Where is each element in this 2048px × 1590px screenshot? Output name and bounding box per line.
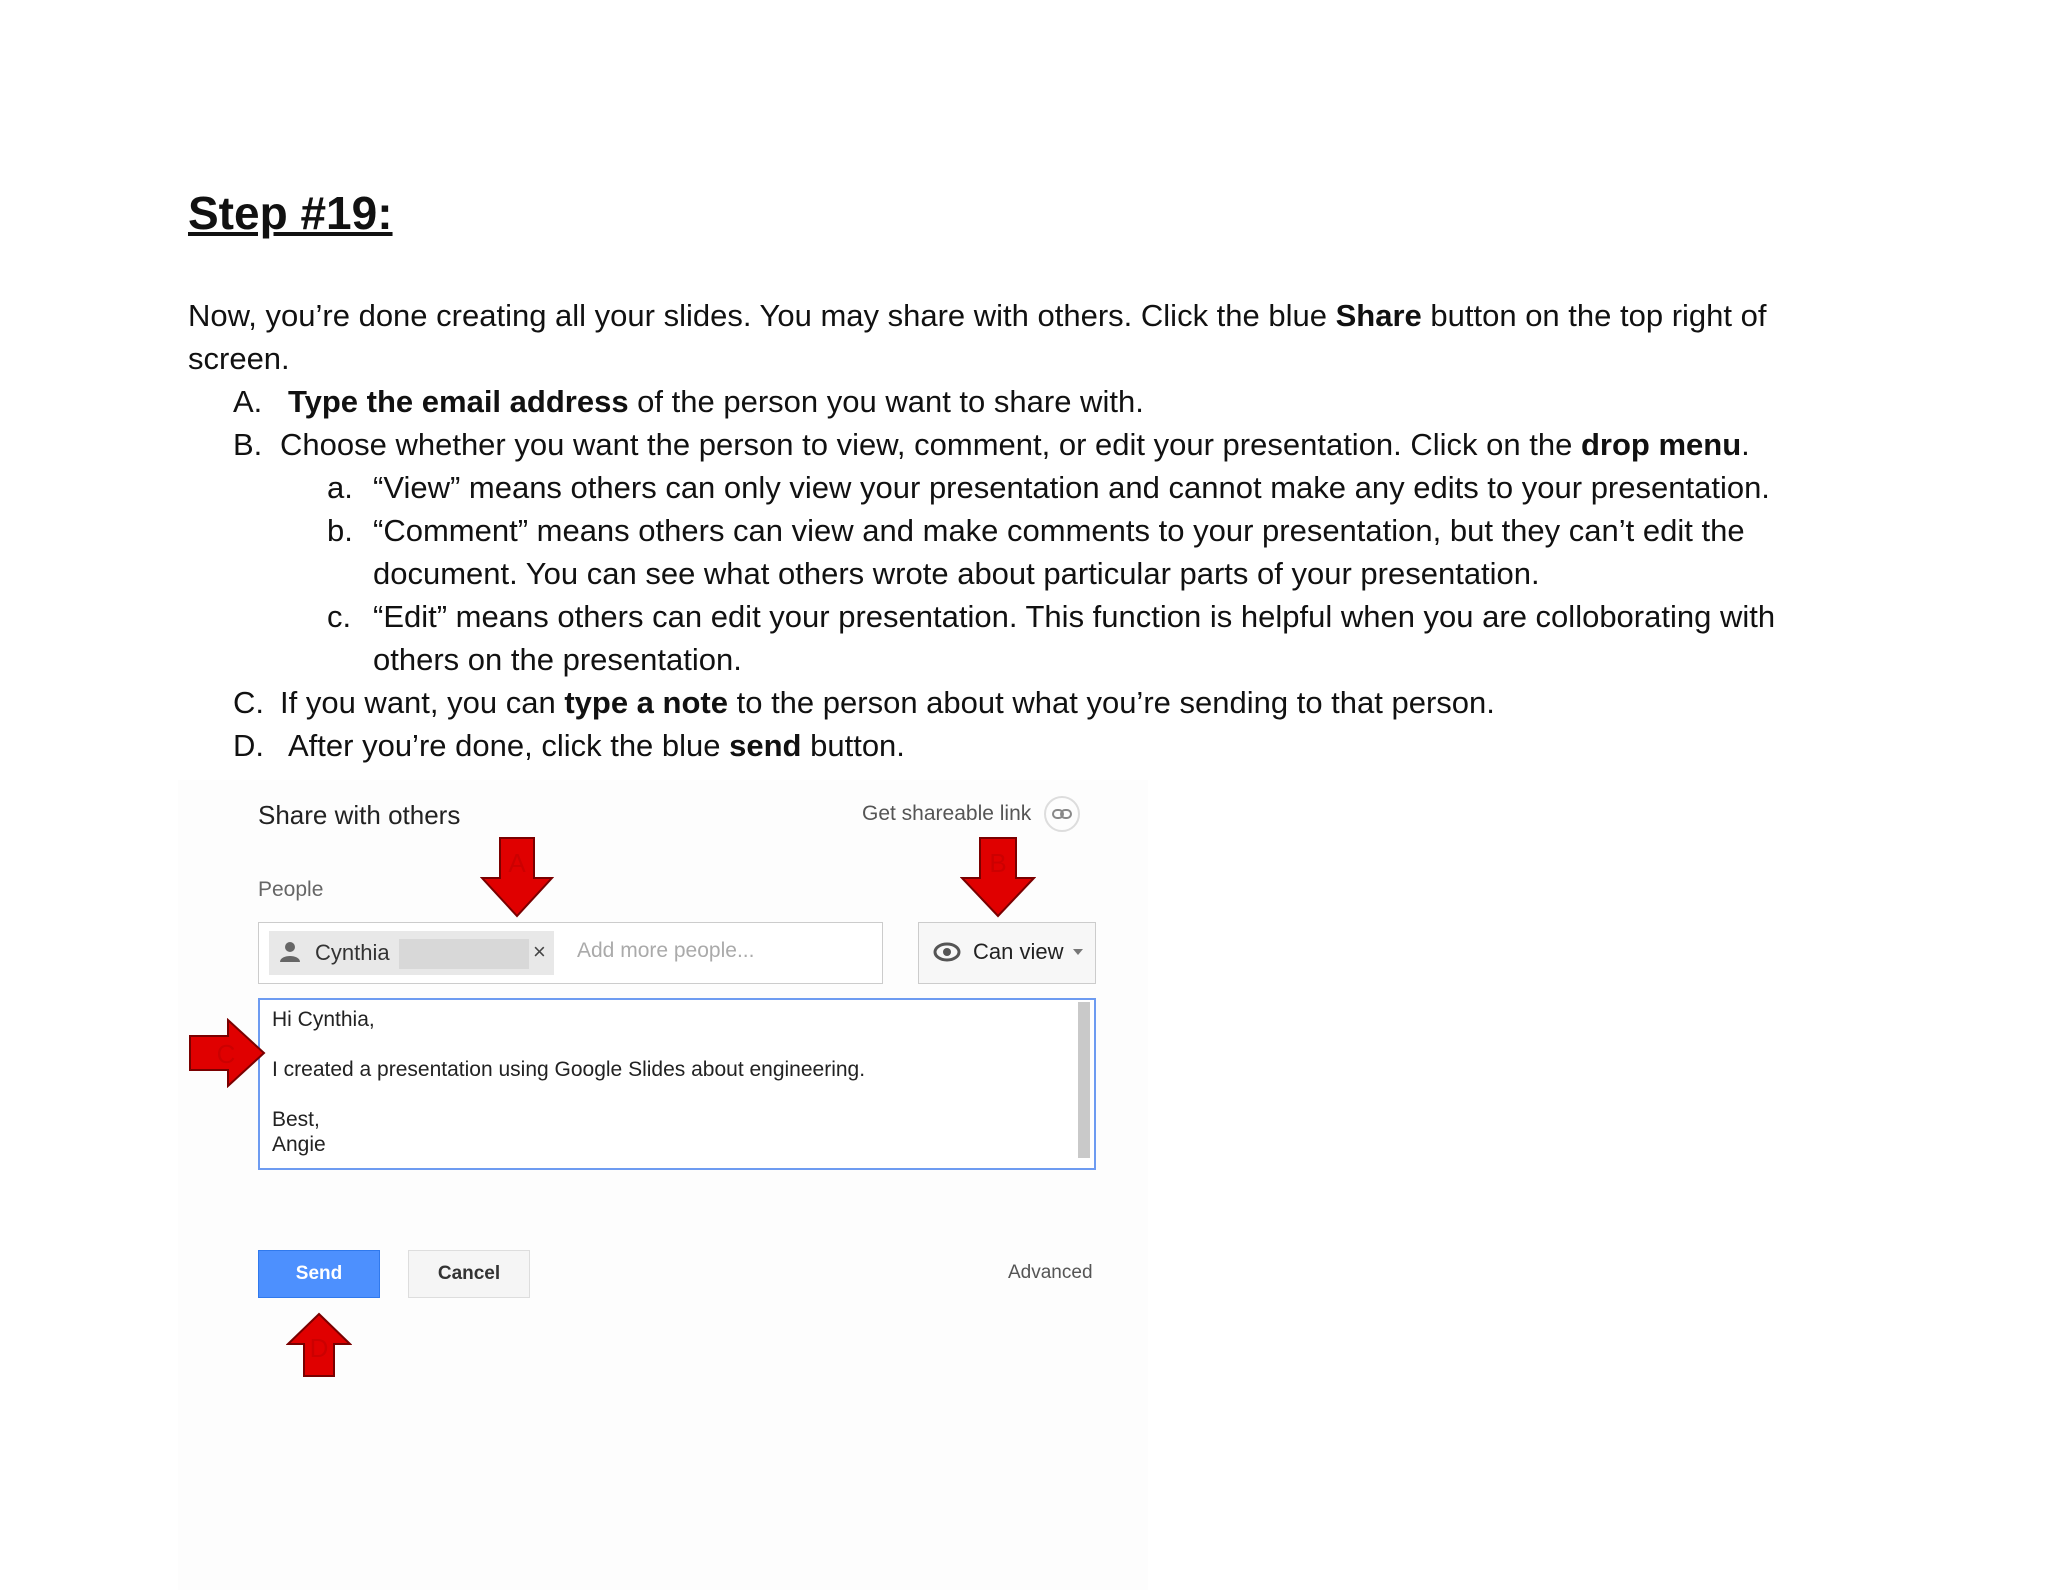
note-line: Hi Cynthia, bbox=[272, 1008, 375, 1031]
step-marker-d: D. bbox=[233, 728, 264, 763]
step-b-bold: drop menu bbox=[1580, 427, 1742, 462]
step-b bbox=[280, 423, 1750, 466]
step-c-bold: type a note bbox=[564, 685, 728, 720]
chevron-down-icon bbox=[1073, 949, 1083, 955]
note-line: Best, bbox=[272, 1108, 320, 1131]
arrow-up-icon bbox=[286, 1312, 352, 1378]
dialog-title: Share with others bbox=[258, 800, 461, 830]
step-b-pre: Choose whether you want the person to view, comment, or edit your presentation. Click on the bbox=[280, 427, 1581, 462]
step-d-bold: send bbox=[729, 728, 802, 763]
callout-label-c: C bbox=[216, 1039, 236, 1069]
note-line: Angie bbox=[272, 1133, 326, 1156]
get-shareable-link[interactable]: Get shareable link bbox=[862, 802, 1032, 825]
redacted-email bbox=[399, 939, 529, 969]
recipient-name: Cynthia bbox=[315, 940, 390, 965]
step-marker-a: A. bbox=[233, 384, 263, 419]
substep-b-line-2: document. You can see what others wrote about particular parts of your presentation. bbox=[373, 556, 1540, 591]
substep-marker-a: a. bbox=[327, 470, 353, 505]
permission-label: Can view bbox=[973, 939, 1064, 964]
intro-bold: Share bbox=[1335, 298, 1422, 333]
recipient-chip[interactable] bbox=[269, 931, 554, 975]
callout-label-b: B bbox=[989, 848, 1007, 878]
note-scrollbar[interactable] bbox=[1078, 1002, 1090, 1158]
substep-marker-c: c. bbox=[327, 599, 352, 634]
step-a-bold: Type the email address bbox=[288, 384, 629, 419]
arrow-down-icon bbox=[480, 836, 554, 918]
people-label: People bbox=[258, 878, 324, 901]
callout-label-a: A bbox=[508, 848, 526, 878]
step-c-pre: If you want, you can bbox=[280, 685, 565, 720]
substep-marker-b: b. bbox=[327, 513, 353, 548]
advanced-link[interactable]: Advanced bbox=[1008, 1262, 1093, 1283]
note-textarea[interactable] bbox=[258, 998, 1096, 1170]
permission-dropdown[interactable] bbox=[918, 922, 1096, 984]
step-a bbox=[288, 380, 1144, 423]
step-d-post: button. bbox=[801, 728, 905, 763]
callout-label-d: D bbox=[309, 1333, 329, 1363]
arrow-right-icon bbox=[188, 1018, 266, 1088]
substep-c-line-2: others on the presentation. bbox=[373, 642, 742, 677]
intro-line-2: screen. bbox=[188, 341, 290, 376]
step-b-post: . bbox=[1741, 427, 1750, 462]
person-icon bbox=[279, 941, 301, 968]
step-c-post: to the person about what you’re sending to that person. bbox=[727, 685, 1495, 720]
page-title: Step #19: bbox=[188, 187, 393, 239]
substep-c-line-1: “Edit” means others can edit your presentation. This function is helpful when you are colloborating with bbox=[373, 599, 1776, 634]
send-button[interactable]: Send bbox=[258, 1250, 380, 1298]
note-line: I created a presentation using Google Slides about engineering. bbox=[272, 1058, 866, 1081]
remove-recipient-button[interactable]: × bbox=[533, 939, 546, 964]
eye-icon bbox=[933, 942, 961, 967]
step-c bbox=[280, 681, 1495, 724]
add-people-placeholder: Add more people... bbox=[577, 939, 755, 962]
people-input[interactable] bbox=[258, 922, 883, 984]
arrow-down-icon bbox=[960, 836, 1036, 918]
link-icon[interactable] bbox=[1044, 796, 1080, 832]
step-d bbox=[288, 724, 905, 767]
substep-a-line-1: “View” means others can only view your presentation and cannot make any edits to your presentation. bbox=[373, 470, 1770, 505]
step-a-post: of the person you want to share with. bbox=[628, 384, 1144, 419]
intro-text: Now, you’re done creating all your slides. You may share with others. Click the blue bbox=[188, 298, 1336, 333]
substep-b-line-1: “Comment” means others can view and make comments to your presentation, but they can’t edit the bbox=[373, 513, 1745, 548]
step-d-pre: After you’re done, click the blue bbox=[288, 728, 730, 763]
intro-text-end: button on the top right of bbox=[1421, 298, 1767, 333]
cancel-button[interactable]: Cancel bbox=[408, 1250, 530, 1298]
step-marker-c: C. bbox=[233, 685, 264, 720]
step-marker-b: B. bbox=[233, 427, 263, 462]
intro-line-1 bbox=[188, 294, 1766, 337]
